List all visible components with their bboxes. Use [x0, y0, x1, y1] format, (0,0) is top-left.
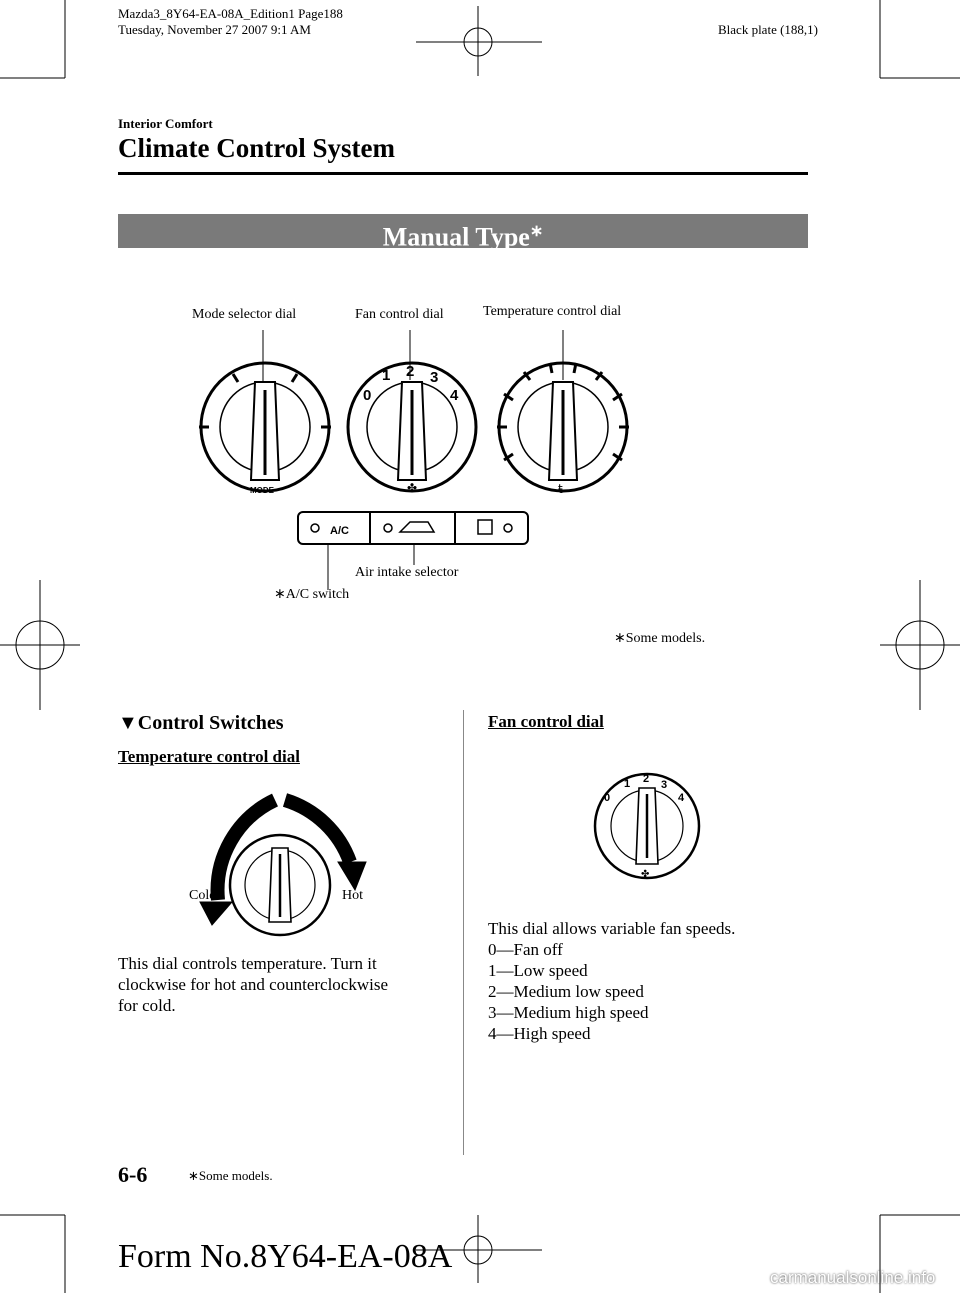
small-fan-icon: ✤: [641, 869, 650, 880]
ac-button-text: A/C: [330, 525, 349, 537]
banner-star: ∗: [529, 223, 544, 240]
hot-label: Hot: [342, 888, 363, 903]
fan-dial-figure: [592, 768, 702, 888]
triangle-down-icon: ▼: [118, 712, 138, 734]
temperature-paragraph: This dial controls temperature. Turn it clockwise for hot and counterclockwise for cold.: [118, 954, 389, 1015]
note-star: ∗: [614, 631, 626, 646]
mode-dial-text: MODE: [250, 486, 274, 495]
fan-number-4: 4: [450, 387, 459, 404]
fan-intro: This dial allows variable fan speeds.: [488, 919, 736, 938]
speed-item: 2―Medium low speed: [488, 982, 644, 1001]
watermark: carmanualsonline.info: [770, 1268, 936, 1287]
speed-item: 3―Medium high speed: [488, 1003, 649, 1022]
footer-note: ∗Some models.: [188, 1168, 273, 1183]
small-fan-number-3: 3: [661, 779, 668, 791]
speed-item: 4―High speed: [488, 1024, 591, 1043]
temperature-dial-subheading: Temperature control dial: [118, 747, 300, 766]
speed-item: 0―Fan off: [488, 940, 563, 959]
small-fan-number-4: 4: [678, 792, 685, 804]
page-number: 6-6: [118, 1162, 148, 1187]
fan-number-3: 3: [430, 369, 439, 386]
ac-switch-label: ∗A/C switch: [274, 587, 350, 602]
column-divider: [463, 710, 464, 1155]
footer-star: ∗: [188, 1168, 199, 1183]
date-info: Tuesday, November 27 2007 9:1 AM: [118, 22, 311, 37]
manual-type-banner: [118, 214, 808, 252]
fan-speed-list: [488, 918, 808, 1044]
fan-control-label: Fan control dial: [355, 307, 444, 322]
control-switches-heading: ▼Control Switches: [118, 712, 284, 734]
air-intake-label: Air intake selector: [355, 565, 459, 580]
temperature-dial-figure: [190, 790, 390, 940]
fan-number-0: 0: [363, 387, 372, 404]
mode-selector-label: Mode selector dial: [192, 307, 297, 322]
fan-number-1: 1: [382, 367, 391, 384]
fan-symbol-icon: ✤: [407, 481, 418, 495]
small-fan-number-1: 1: [624, 778, 631, 790]
climate-panel-diagram: [0, 290, 960, 710]
speed-item: 1―Low speed: [488, 961, 588, 980]
thermometer-icon: ŧ: [558, 482, 563, 496]
file-info: Mazda3_8Y64-EA-08A_Edition1 Page188: [118, 6, 343, 21]
fan-dial-subheading: Fan control dial: [488, 712, 604, 731]
form-number: Form No.8Y64-EA-08A: [118, 1238, 453, 1275]
cold-label: Cold: [189, 888, 217, 903]
fan-number-2: 2: [406, 363, 415, 380]
page-title: Climate Control System: [118, 133, 395, 163]
section-label: Interior Comfort: [118, 116, 213, 131]
banner-text: Manual Type: [382, 222, 530, 252]
temperature-control-label: Temperature control dial: [483, 304, 622, 319]
small-fan-number-0: 0: [604, 792, 611, 804]
some-models-note: ∗Some models.: [614, 631, 706, 646]
title-rule: [118, 172, 808, 175]
ac-switch-star: ∗: [274, 587, 286, 602]
plate-info: Black plate (188,1): [718, 22, 818, 37]
small-fan-number-2: 2: [643, 773, 650, 785]
